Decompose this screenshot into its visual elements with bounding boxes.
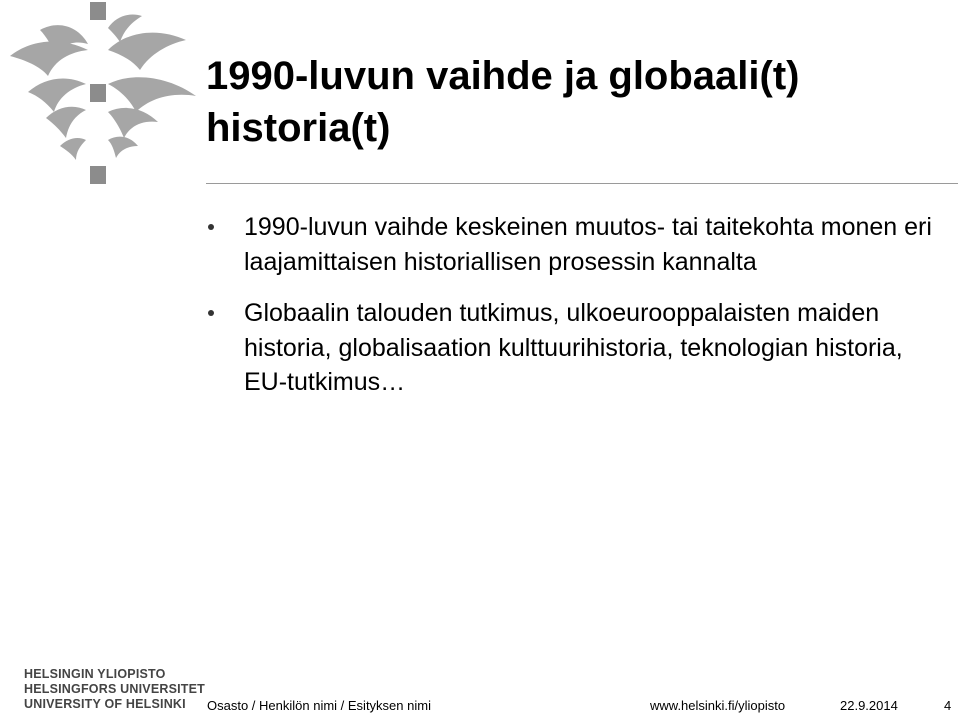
bullet-marker-icon	[208, 310, 214, 316]
university-wordmark	[24, 667, 205, 712]
bullet-item	[206, 210, 946, 279]
bullet-marker-icon	[208, 224, 214, 230]
university-flame-logo-icon	[0, 0, 200, 190]
bullet-list	[206, 210, 946, 417]
bullet-text: 1990-luvun vaihde keskeinen muutos- tai taitekohta monen eri laajamittaisen historiallisen prosessin kannalta	[244, 213, 932, 276]
page-number: 4	[944, 698, 952, 713]
university-name-fi: HELSINGIN YLIOPISTO	[24, 667, 166, 681]
slide-title: 1990-luvun vaihde ja globaali(t) historia(t)	[206, 54, 800, 150]
bullet-item	[206, 296, 946, 400]
university-name-sv: HELSINGFORS UNIVERSITET	[24, 682, 206, 696]
university-name-en: UNIVERSITY OF HELSINKI	[24, 697, 186, 711]
footer-date: 22.9.2014	[840, 698, 898, 713]
bullet-text: Globaalin talouden tutkimus, ulkoeurooppalaisten maiden historia, globalisaation kulttuurihistoria, teknologian historia, EU-tutkimus…	[244, 299, 903, 396]
footer-url: www.helsinki.fi/yliopisto	[650, 698, 786, 713]
footer-presentation-info: Osasto / Henkilön nimi / Esityksen nimi	[207, 698, 431, 713]
title-divider	[206, 183, 958, 184]
